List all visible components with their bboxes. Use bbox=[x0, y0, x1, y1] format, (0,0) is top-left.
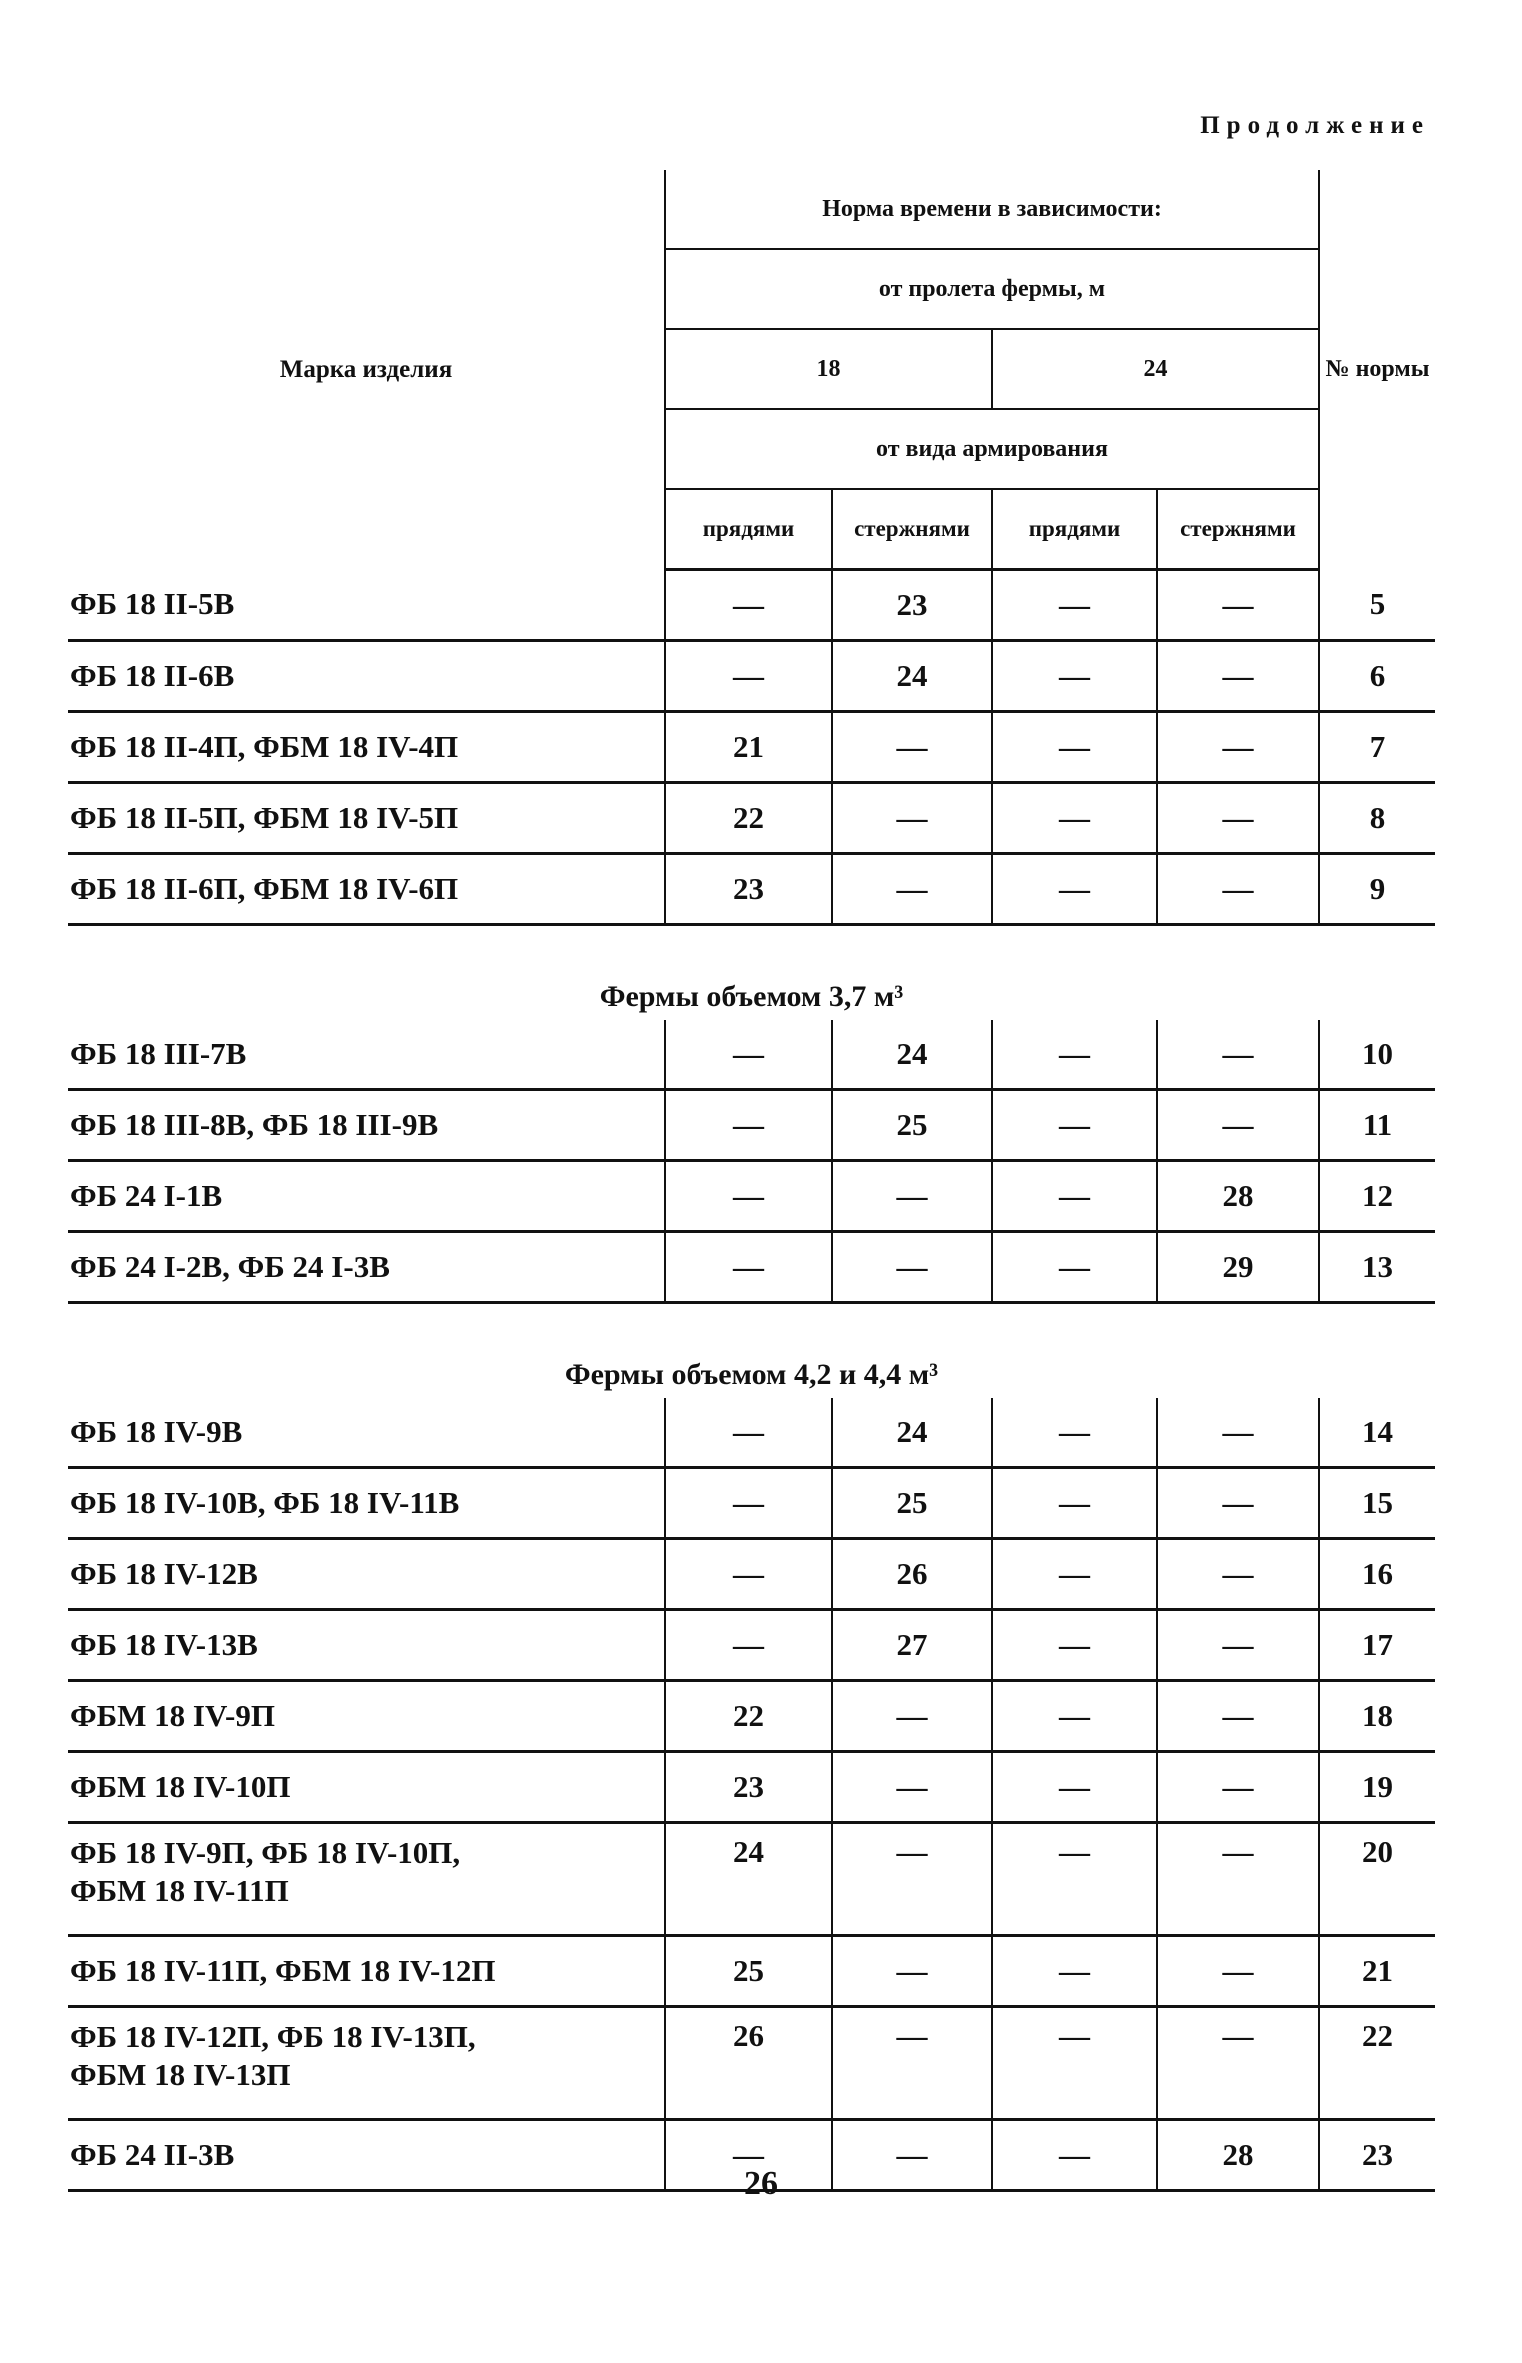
row-norm-number: 7 bbox=[1319, 712, 1435, 783]
row-mark: ФБ 24 I-1В bbox=[68, 1161, 665, 1232]
table-row bbox=[68, 641, 1435, 712]
row-norm-number: 13 bbox=[1319, 1232, 1435, 1303]
table-row bbox=[68, 1161, 1435, 1232]
cell-value: — bbox=[992, 1161, 1157, 1232]
cell-value: 29 bbox=[1157, 1232, 1319, 1303]
cell-value: — bbox=[832, 1752, 992, 1823]
row-mark: ФБ 18 IV-9В bbox=[68, 1398, 665, 1468]
row-norm-number: 17 bbox=[1319, 1610, 1435, 1681]
row-mark: ФБ 18 III-8В, ФБ 18 III-9В bbox=[68, 1090, 665, 1161]
cell-value: — bbox=[1157, 783, 1319, 854]
row-mark bbox=[68, 1823, 665, 1936]
cell-value: — bbox=[1157, 641, 1319, 712]
row-mark-line-1: ФБ 18 IV-9П, ФБ 18 IV-10П, bbox=[70, 1835, 461, 1870]
table-row bbox=[68, 1823, 1435, 1936]
row-mark: ФБ 18 IV-12В bbox=[68, 1539, 665, 1610]
table-row bbox=[68, 1090, 1435, 1161]
cell-value: — bbox=[1157, 1823, 1319, 1936]
cell-value: — bbox=[832, 2120, 992, 2191]
cell-value: — bbox=[992, 1752, 1157, 1823]
header-span: от пролета фермы, м bbox=[665, 249, 1319, 329]
cell-value: — bbox=[1157, 2007, 1319, 2120]
row-norm-number: 23 bbox=[1319, 2120, 1435, 2191]
cell-value: — bbox=[1157, 1610, 1319, 1681]
cell-value: — bbox=[1157, 712, 1319, 783]
header-strands-24: прядями bbox=[992, 489, 1157, 570]
table-row bbox=[68, 854, 1435, 925]
table-row bbox=[68, 1539, 1435, 1610]
cell-value: — bbox=[832, 1936, 992, 2007]
cell-value: — bbox=[832, 1823, 992, 1936]
cell-value: — bbox=[1157, 1681, 1319, 1752]
cell-value: — bbox=[1157, 1090, 1319, 1161]
cell-value: 26 bbox=[665, 2007, 832, 2120]
cell-value: 23 bbox=[832, 570, 992, 641]
cell-value: — bbox=[832, 712, 992, 783]
page-number: 26 bbox=[744, 2165, 778, 2202]
table-row bbox=[68, 1752, 1435, 1823]
table-row bbox=[68, 1681, 1435, 1752]
table-row bbox=[68, 1468, 1435, 1539]
cell-value: 24 bbox=[832, 641, 992, 712]
row-norm-number: 11 bbox=[1319, 1090, 1435, 1161]
cell-value: — bbox=[1157, 1398, 1319, 1468]
row-mark-line-2: ФБМ 18 IV-13П bbox=[70, 2057, 291, 2092]
table-row bbox=[68, 2007, 1435, 2120]
cell-value: 28 bbox=[1157, 1161, 1319, 1232]
cell-value: 23 bbox=[665, 854, 832, 925]
cell-value: — bbox=[832, 1232, 992, 1303]
cell-value: — bbox=[992, 570, 1157, 641]
row-mark: ФБ 18 IV-10В, ФБ 18 IV-11В bbox=[68, 1468, 665, 1539]
header-rods-24: стержнями bbox=[1157, 489, 1319, 570]
cell-value: — bbox=[992, 783, 1157, 854]
cell-value: — bbox=[992, 1936, 1157, 2007]
cell-value: 23 bbox=[665, 1752, 832, 1823]
cell-value: — bbox=[1157, 1936, 1319, 2007]
row-norm-number: 5 bbox=[1319, 570, 1435, 641]
time-norm-table bbox=[68, 170, 1435, 2192]
row-mark: ФБ 18 II-6П, ФБМ 18 IV-6П bbox=[68, 854, 665, 925]
section-header bbox=[68, 925, 1435, 1021]
row-norm-number: 6 bbox=[1319, 641, 1435, 712]
cell-value: — bbox=[1157, 1752, 1319, 1823]
row-mark: ФБ 18 II-5П, ФБМ 18 IV-5П bbox=[68, 783, 665, 854]
row-mark: ФБ 24 I-2В, ФБ 24 I-3В bbox=[68, 1232, 665, 1303]
continuation-label: Продолжение bbox=[1200, 112, 1430, 139]
cell-value: — bbox=[665, 1020, 832, 1090]
cell-value: — bbox=[992, 854, 1157, 925]
section-title: Фермы объемом 3,7 м³ bbox=[599, 980, 904, 1013]
header-time-norm: Норма времени в зависимости: bbox=[665, 170, 1319, 249]
cell-value: — bbox=[665, 1539, 832, 1610]
header-span-18: 18 bbox=[665, 329, 992, 409]
header-reinforcement: от вида армирования bbox=[665, 409, 1319, 489]
cell-value: 25 bbox=[665, 1936, 832, 2007]
header-mark: Марка изделия bbox=[68, 170, 665, 570]
cell-value: — bbox=[1157, 1020, 1319, 1090]
cell-value: 26 bbox=[832, 1539, 992, 1610]
section-title: Фермы объемом 4,2 и 4,4 м³ bbox=[564, 1358, 939, 1391]
row-mark: ФБ 18 III-7В bbox=[68, 1020, 665, 1090]
row-norm-number: 14 bbox=[1319, 1398, 1435, 1468]
cell-value: — bbox=[665, 1232, 832, 1303]
cell-value: — bbox=[665, 1398, 832, 1468]
row-mark-line-2: ФБМ 18 IV-11П bbox=[70, 1873, 289, 1908]
cell-value: — bbox=[1157, 1539, 1319, 1610]
row-mark: ФБМ 18 IV-9П bbox=[68, 1681, 665, 1752]
row-norm-number: 20 bbox=[1319, 1823, 1435, 1936]
cell-value: — bbox=[832, 2007, 992, 2120]
cell-value: — bbox=[992, 1610, 1157, 1681]
section-header bbox=[68, 1303, 1435, 1399]
cell-value: 25 bbox=[832, 1090, 992, 1161]
cell-value: 22 bbox=[665, 1681, 832, 1752]
cell-value: — bbox=[665, 1090, 832, 1161]
row-mark-line-1: ФБ 18 IV-12П, ФБ 18 IV-13П, bbox=[70, 2019, 476, 2054]
table-row bbox=[68, 712, 1435, 783]
cell-value: — bbox=[665, 570, 832, 641]
cell-value: — bbox=[992, 2007, 1157, 2120]
row-mark: ФБ 18 IV-13В bbox=[68, 1610, 665, 1681]
cell-value: — bbox=[992, 1398, 1157, 1468]
cell-value: 24 bbox=[832, 1398, 992, 1468]
cell-value: — bbox=[1157, 1468, 1319, 1539]
table-row bbox=[68, 570, 1435, 641]
header-rods-18: стержнями bbox=[832, 489, 992, 570]
cell-value: — bbox=[992, 2120, 1157, 2191]
cell-value: — bbox=[665, 1468, 832, 1539]
cell-value: 24 bbox=[665, 1823, 832, 1936]
row-norm-number: 18 bbox=[1319, 1681, 1435, 1752]
cell-value: — bbox=[832, 854, 992, 925]
cell-value: — bbox=[992, 1090, 1157, 1161]
cell-value: — bbox=[665, 1161, 832, 1232]
table-row bbox=[68, 1610, 1435, 1681]
row-norm-number: 21 bbox=[1319, 1936, 1435, 2007]
row-norm-number: 8 bbox=[1319, 783, 1435, 854]
cell-value: 24 bbox=[832, 1020, 992, 1090]
row-norm-number: 12 bbox=[1319, 1161, 1435, 1232]
row-norm-number: 9 bbox=[1319, 854, 1435, 925]
row-mark: ФБ 18 II-5В bbox=[68, 570, 665, 641]
row-norm-number: 10 bbox=[1319, 1020, 1435, 1090]
row-mark: ФБ 18 II-6В bbox=[68, 641, 665, 712]
cell-value: — bbox=[992, 1823, 1157, 1936]
table-row bbox=[68, 1232, 1435, 1303]
cell-value: — bbox=[992, 1468, 1157, 1539]
row-mark: ФБ 18 IV-11П, ФБМ 18 IV-12П bbox=[68, 1936, 665, 2007]
row-norm-number: 19 bbox=[1319, 1752, 1435, 1823]
cell-value: 25 bbox=[832, 1468, 992, 1539]
row-norm-number: 22 bbox=[1319, 2007, 1435, 2120]
cell-value: — bbox=[992, 1020, 1157, 1090]
row-mark: ФБМ 18 IV-10П bbox=[68, 1752, 665, 1823]
cell-value: — bbox=[992, 641, 1157, 712]
header-norm-number: № нормы bbox=[1319, 170, 1435, 570]
table-row bbox=[68, 1936, 1435, 2007]
cell-value: — bbox=[992, 712, 1157, 783]
header-strands-18: прядями bbox=[665, 489, 832, 570]
row-mark: ФБ 18 II-4П, ФБМ 18 IV-4П bbox=[68, 712, 665, 783]
row-mark: ФБ 24 II-3В bbox=[68, 2120, 665, 2191]
table-row bbox=[68, 1398, 1435, 1468]
cell-value: 21 bbox=[665, 712, 832, 783]
header-span-24: 24 bbox=[992, 329, 1319, 409]
cell-value: 28 bbox=[1157, 2120, 1319, 2191]
cell-value: — bbox=[665, 2120, 832, 2191]
table-row bbox=[68, 783, 1435, 854]
cell-value: — bbox=[832, 1681, 992, 1752]
cell-value: — bbox=[665, 641, 832, 712]
cell-value: — bbox=[665, 1610, 832, 1681]
cell-value: 22 bbox=[665, 783, 832, 854]
table-row bbox=[68, 1020, 1435, 1090]
cell-value: — bbox=[832, 1161, 992, 1232]
row-norm-number: 16 bbox=[1319, 1539, 1435, 1610]
cell-value: — bbox=[1157, 570, 1319, 641]
cell-value: — bbox=[832, 783, 992, 854]
cell-value: — bbox=[992, 1681, 1157, 1752]
row-norm-number: 15 bbox=[1319, 1468, 1435, 1539]
cell-value: — bbox=[992, 1232, 1157, 1303]
cell-value: — bbox=[992, 1539, 1157, 1610]
row-mark bbox=[68, 2007, 665, 2120]
cell-value: — bbox=[1157, 854, 1319, 925]
cell-value: 27 bbox=[832, 1610, 992, 1681]
